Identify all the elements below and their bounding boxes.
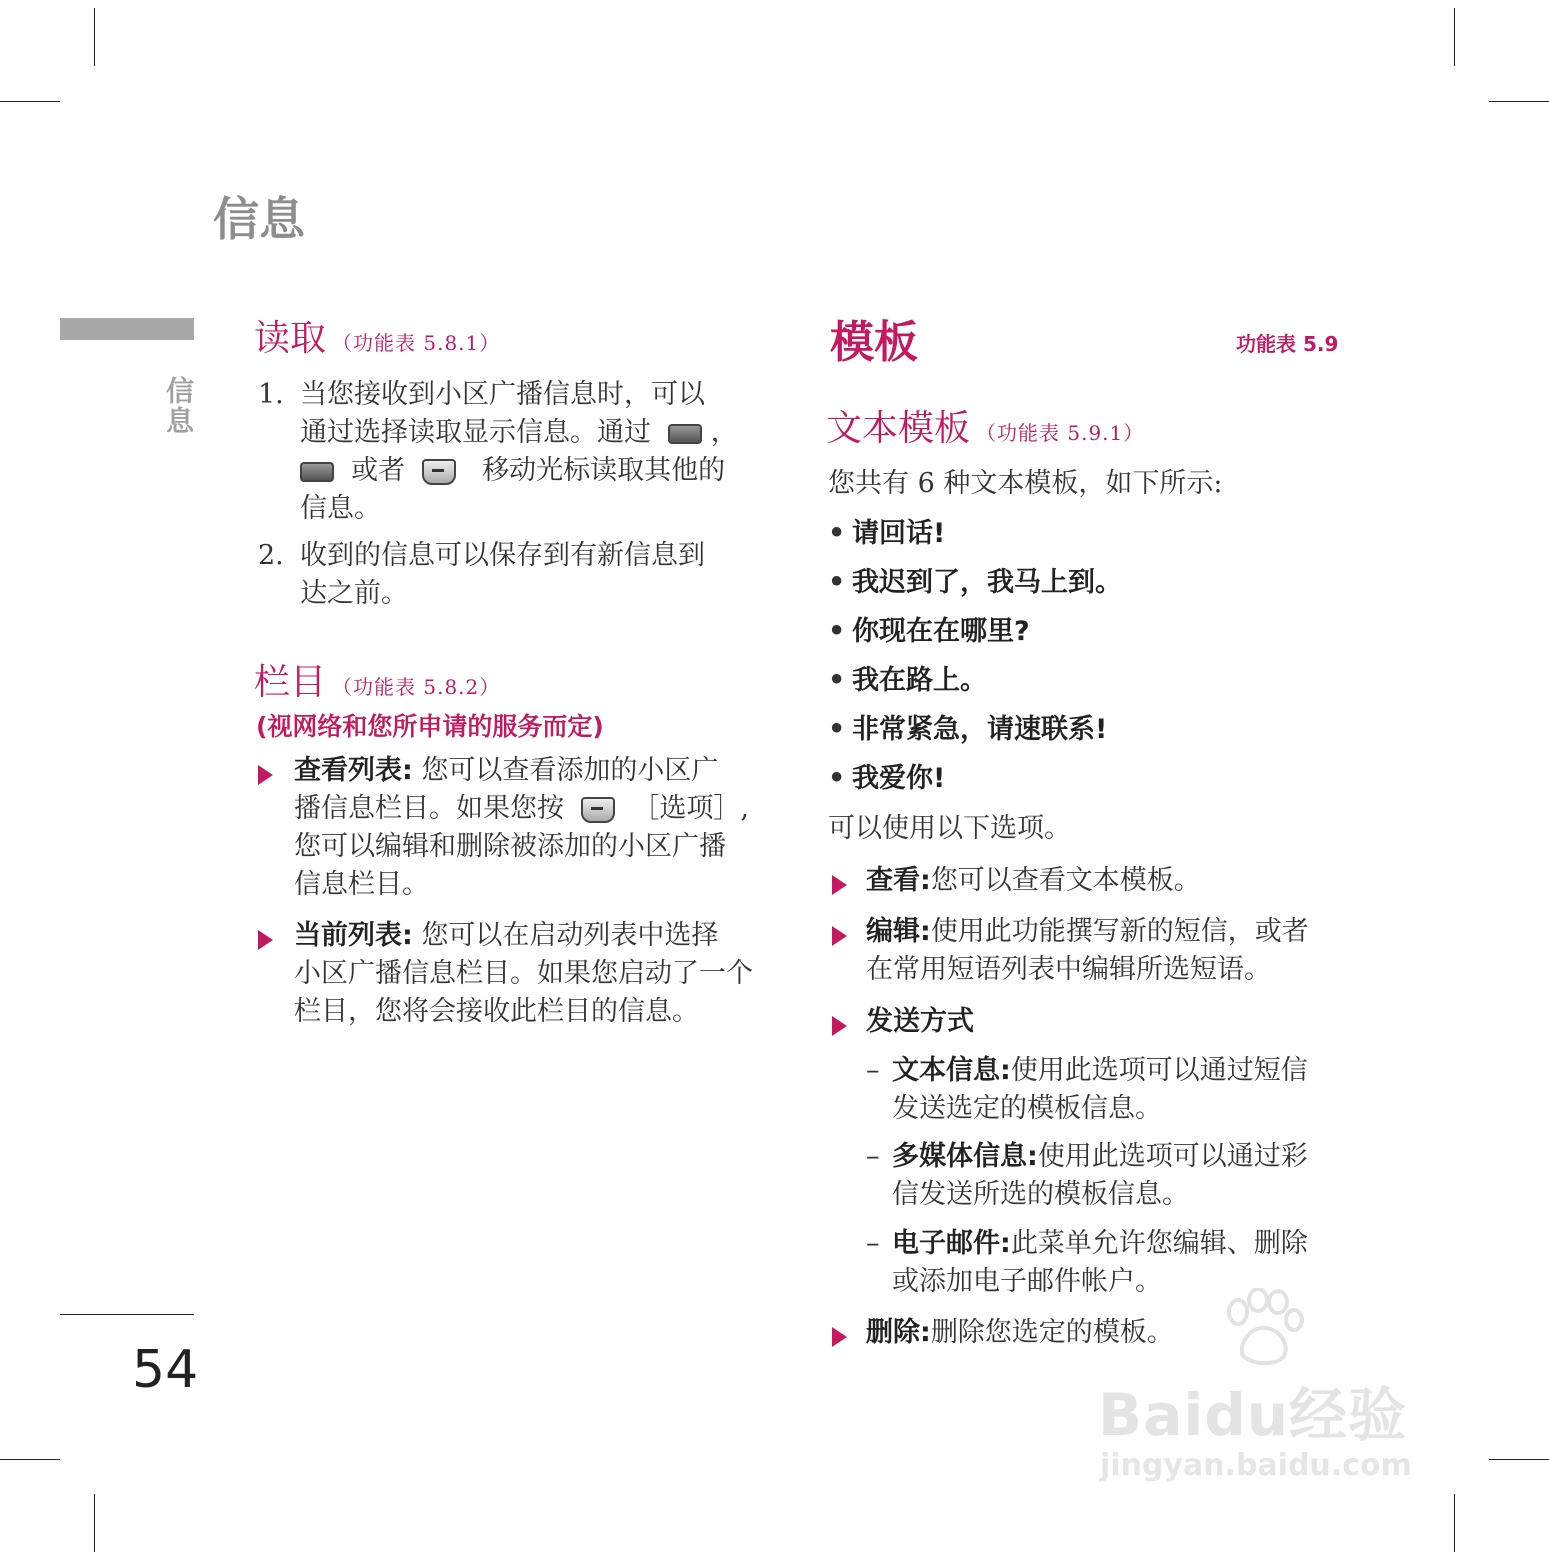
template-text: 非常紧急，请速联系!	[852, 714, 1108, 745]
send-sub-text-message	[866, 1052, 1346, 1128]
step-text: 信息。	[300, 493, 381, 524]
template-text: 我爱你!	[852, 763, 946, 794]
bullet-dot: •	[828, 763, 846, 794]
template-text: 请回话!	[852, 518, 946, 549]
templates-heading: 模板	[830, 317, 918, 368]
sub-option-text: 或添加电子邮件帐户。	[892, 1266, 1162, 1297]
crop-mark	[94, 8, 95, 66]
sub-option-text: 发送选定的模板信息。	[892, 1093, 1162, 1124]
option-text: 栏目，您将会接收此栏目的信息。	[294, 996, 699, 1027]
option-text: 删除您选定的模板。	[930, 1317, 1174, 1348]
read-heading-title: 读取	[254, 318, 327, 359]
left-nav-key-icon	[300, 462, 334, 482]
templates-intro: 您共有 6 种文本模板，如下所示:	[828, 468, 1223, 499]
option-text: 在常用短语列表中编辑所选短语。	[866, 954, 1271, 985]
network-note: (视网络和您所申请的服务而定)	[256, 712, 604, 741]
step-text: 移动光标读取其他的	[482, 455, 726, 486]
soft-key-icon	[422, 459, 456, 485]
topics-menu-ref: （功能表 5.8.2）	[332, 675, 501, 699]
section-side-label: 信息	[162, 376, 195, 436]
bullet-dot: •	[828, 714, 846, 745]
crop-mark	[1454, 1494, 1455, 1552]
step-text: 通过选择读取显示信息。通过	[300, 417, 651, 448]
step-text: 收到的信息可以保存到有新信息到	[300, 540, 705, 571]
arrow-bullet-icon	[832, 1016, 847, 1036]
arrow-bullet-icon	[832, 1327, 847, 1347]
options-intro: 可以使用以下选项。	[828, 813, 1071, 844]
sub-option-text: 信发送所选的模板信息。	[892, 1179, 1189, 1210]
option-text: 使用此功能撰写新的短信，或者	[930, 916, 1309, 947]
crop-mark	[94, 1494, 95, 1552]
read-menu-ref: （功能表 5.8.1）	[332, 331, 501, 355]
page-number-rule	[60, 1314, 194, 1315]
sub-option-label: 多媒体信息:	[892, 1141, 1038, 1172]
sub-option-text: 使用此选项可以通过短信	[1010, 1055, 1308, 1086]
topics-heading-title: 栏目	[254, 662, 327, 703]
text-templates-heading	[826, 400, 1144, 451]
option-label: 查看列表:	[294, 755, 413, 786]
page-number: 54	[132, 1340, 199, 1400]
sub-option-label: 电子邮件:	[892, 1228, 1011, 1259]
crop-mark	[0, 1459, 60, 1460]
template-list-item	[828, 564, 1348, 613]
step-text: 达之前。	[300, 578, 408, 609]
soft-key-icon	[581, 797, 615, 823]
template-list-item	[828, 662, 1348, 711]
topics-heading	[254, 654, 500, 705]
arrow-bullet-icon	[258, 930, 273, 950]
text-templates-menu-ref: （功能表 5.9.1）	[976, 421, 1145, 445]
bullet-dot: •	[828, 567, 846, 598]
baidu-paw-icon	[1220, 1288, 1306, 1368]
step-text: 当您接收到小区广播信息时，可以	[300, 379, 705, 410]
read-heading	[254, 310, 500, 361]
section-tab-bar	[60, 318, 194, 340]
option-text: 播信息栏目。如果您按	[294, 793, 564, 824]
option-text: 小区广播信息栏目。如果您启动了一个	[294, 958, 753, 989]
active-list-item	[258, 917, 758, 1031]
option-text: 您可以在启动列表中选择	[421, 920, 719, 951]
dash-bullet: –	[866, 1055, 880, 1086]
option-edit	[832, 913, 1352, 989]
step-number: 1.	[258, 379, 284, 410]
option-label: 查看:	[866, 865, 931, 896]
option-label: 编辑:	[866, 916, 931, 947]
template-list	[828, 515, 1348, 809]
send-sub-multimedia	[866, 1138, 1346, 1214]
bullet-dot: •	[828, 616, 846, 647]
option-text: ［选项］,	[632, 793, 749, 824]
option-text: 您可以查看添加的小区广	[421, 755, 719, 786]
dash-bullet: –	[866, 1141, 880, 1172]
option-label: 发送方式	[866, 1006, 974, 1037]
crop-mark	[1489, 1459, 1549, 1460]
step-number: 2.	[258, 540, 284, 571]
option-view	[832, 862, 1352, 900]
template-text: 我在路上。	[852, 665, 987, 696]
template-text: 你现在在哪里?	[852, 616, 1030, 647]
templates-menu-ref: 功能表 5.9	[1236, 332, 1339, 356]
template-list-item	[828, 711, 1348, 760]
sub-option-text: 此菜单允许您编辑、删除	[1010, 1228, 1308, 1259]
bullet-dot: •	[828, 665, 846, 696]
step-text: ，	[710, 417, 738, 448]
template-list-item	[828, 760, 1348, 809]
page-title: 信息	[213, 192, 305, 246]
right-nav-key-icon	[668, 424, 702, 444]
option-text: 信息栏目。	[294, 869, 429, 900]
watermark-url: jingyan.baidu.com	[1100, 1448, 1412, 1483]
template-text: 我迟到了，我马上到。	[852, 567, 1122, 598]
option-label: 删除:	[866, 1317, 931, 1348]
text-templates-heading-title: 文本模板	[826, 408, 971, 449]
option-label: 当前列表:	[294, 920, 413, 951]
arrow-bullet-icon	[258, 765, 273, 785]
option-text: 您可以编辑和删除被添加的小区广播	[294, 831, 726, 862]
step-text: 或者	[351, 455, 406, 486]
watermark-logo: Baidu经验	[1098, 1381, 1408, 1449]
crop-mark	[0, 101, 60, 102]
arrow-bullet-icon	[832, 926, 847, 946]
bullet-dot: •	[828, 518, 846, 549]
sub-option-label: 文本信息:	[892, 1055, 1011, 1086]
option-send-via	[832, 1003, 1352, 1041]
sub-option-text: 使用此选项可以通过彩	[1037, 1141, 1308, 1172]
dash-bullet: –	[866, 1228, 880, 1259]
crop-mark	[1489, 101, 1549, 102]
template-list-item	[828, 613, 1348, 662]
arrow-bullet-icon	[832, 875, 847, 895]
view-list-item	[258, 752, 758, 904]
read-step-2	[258, 537, 758, 613]
option-text: 您可以查看文本模板。	[930, 865, 1201, 896]
read-step-1	[258, 376, 758, 528]
template-list-item	[828, 515, 1348, 564]
crop-mark	[1454, 8, 1455, 66]
